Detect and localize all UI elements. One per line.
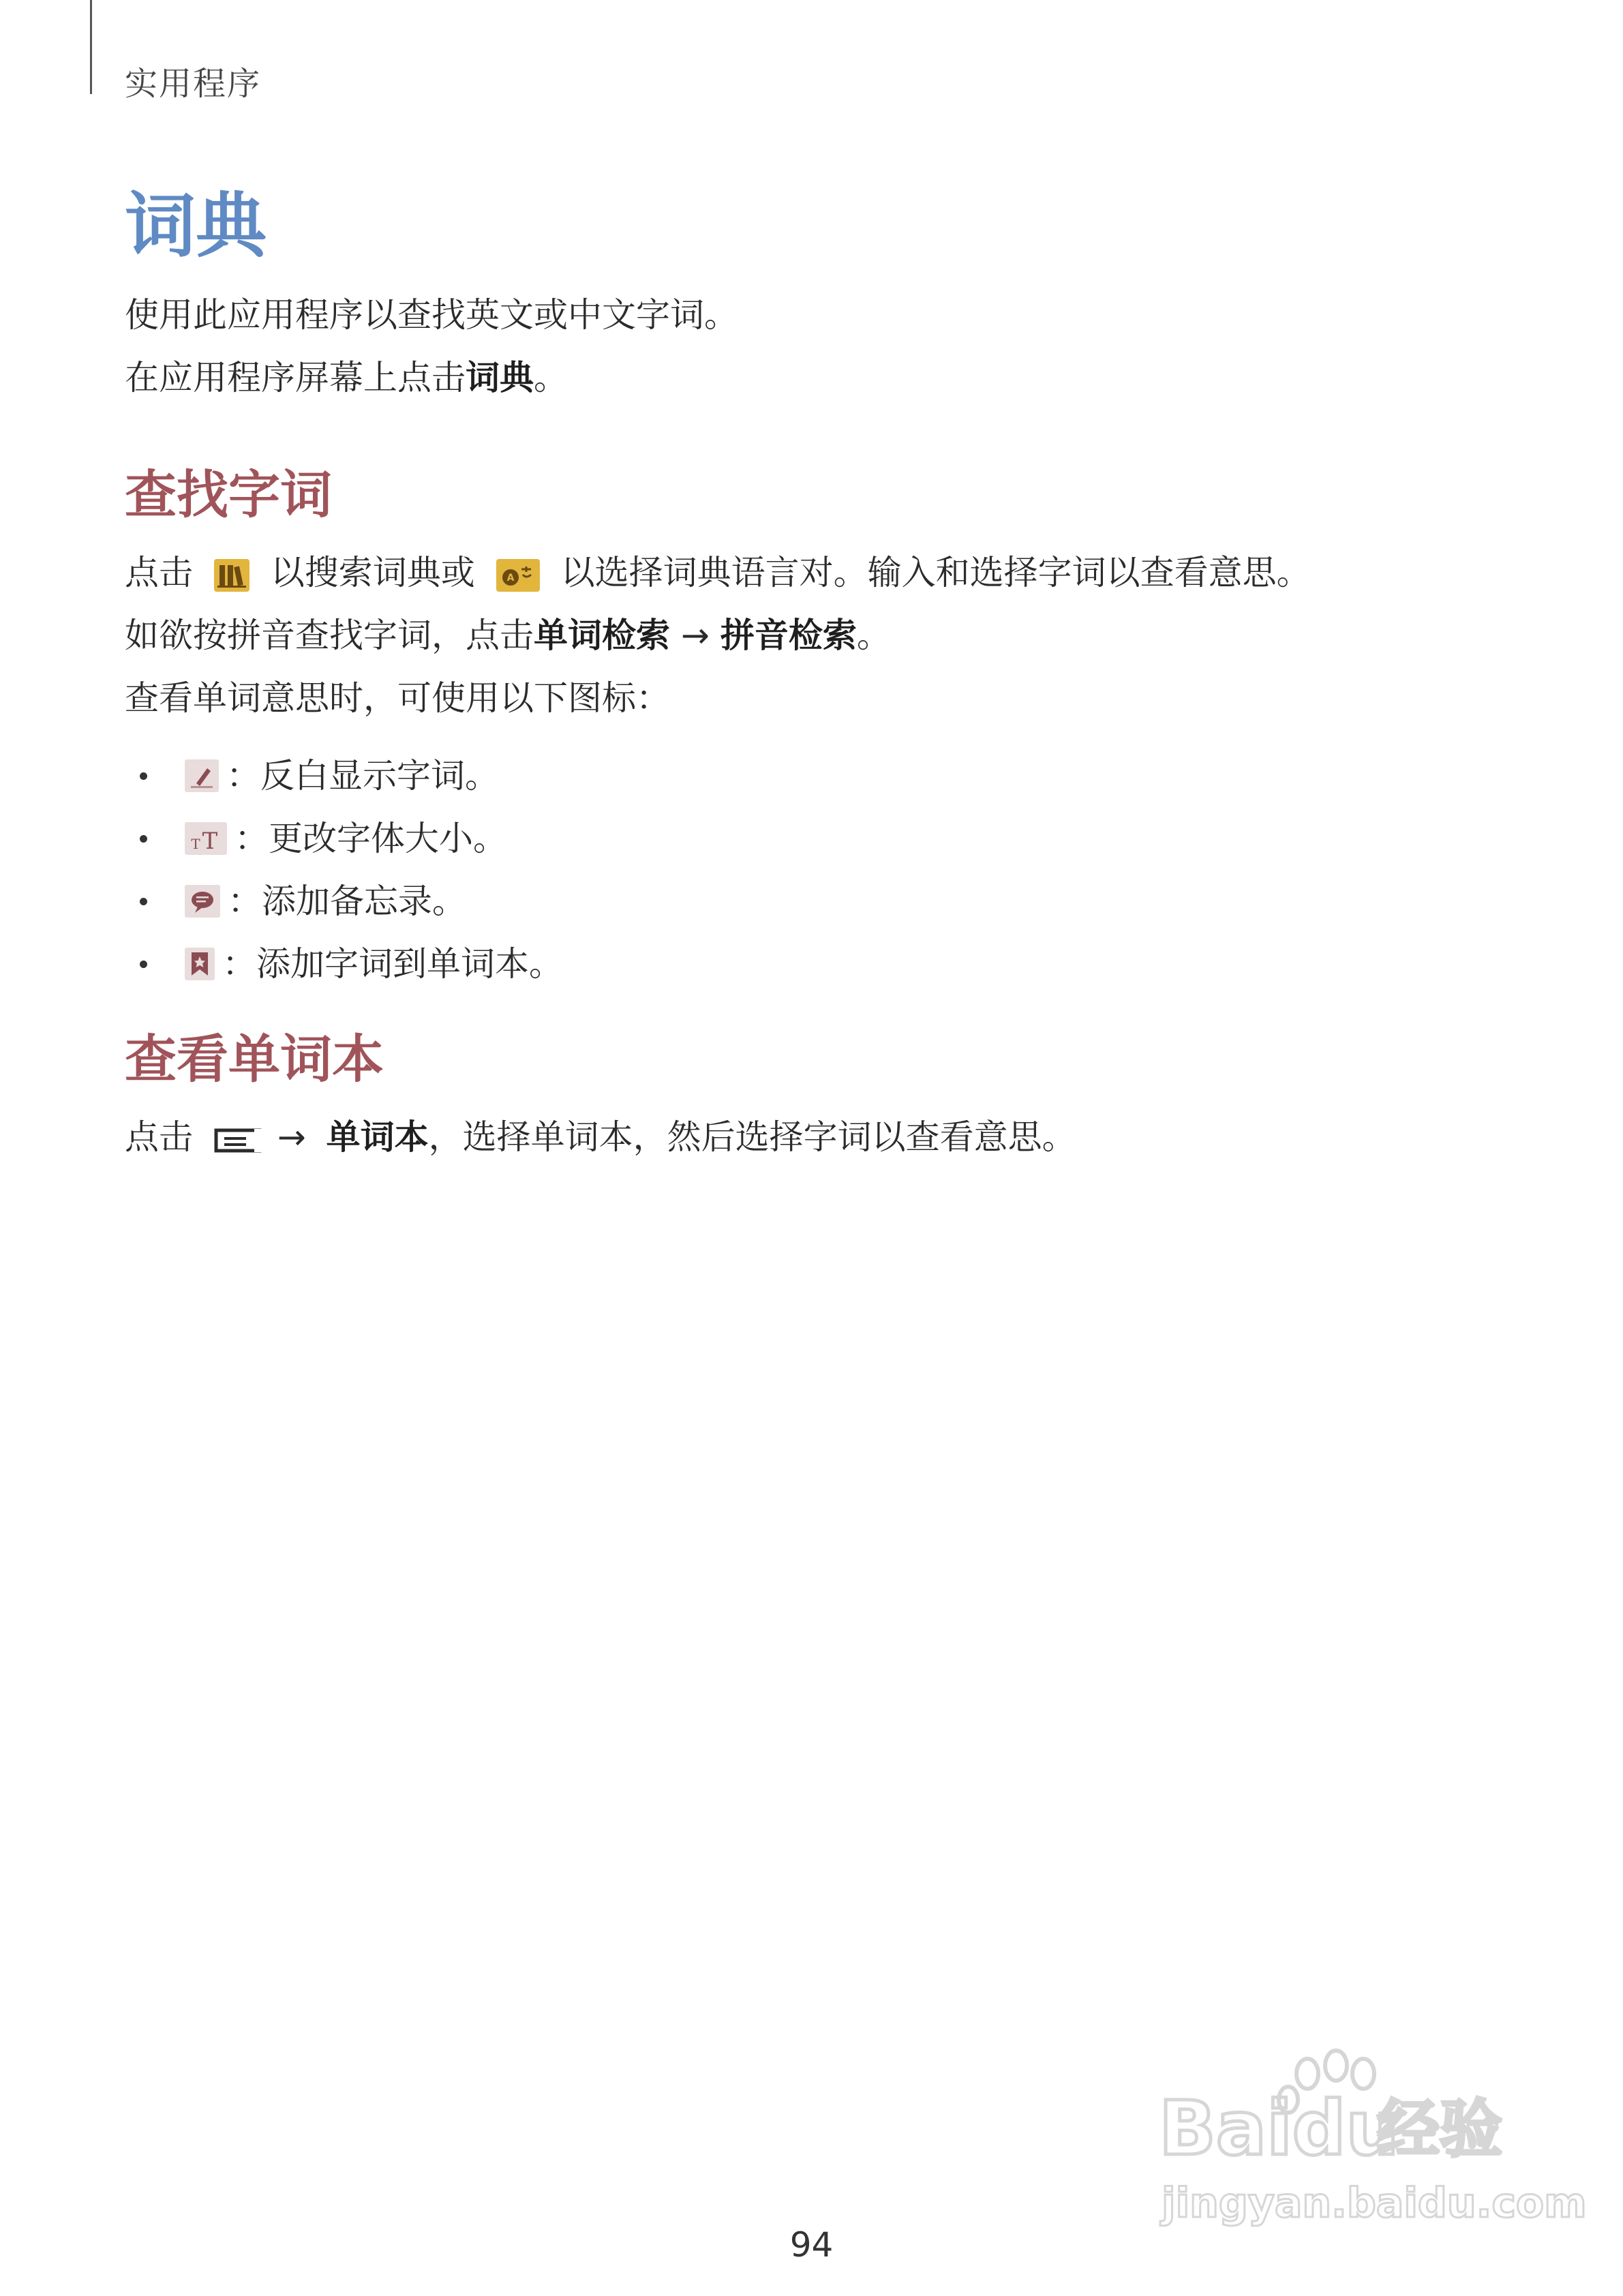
bullet-dot [140,898,147,905]
page-title: 词典 [125,184,267,267]
highlighter-icon [184,759,219,793]
bullet-dot [140,835,147,843]
bullet-dot [140,961,147,968]
section-heading-find-words: 查找字词 [125,464,332,525]
font-size-icon [184,821,228,856]
watermark-brand: Bai [1159,2085,1292,2172]
svg-text:T: T [202,828,218,855]
bullet-dot [140,772,147,780]
watermark-brand2: du [1292,2085,1399,2172]
list-item: ：反白显示字词。 [140,744,563,807]
memo-icon [184,884,221,918]
svg-text:Baidu [1159,2085,1399,2172]
svg-text:A: A [506,572,515,584]
header-rule [90,0,92,94]
list-item: T T ：更改字体大小。 [140,807,563,870]
dictionary-search-icon [213,558,250,592]
language-pair-icon [496,558,541,592]
page-number: 94 [789,2225,834,2265]
watermark-cn: 经验 [1377,2093,1503,2166]
wordbook-para: 点击 → 单词本，选择单词本，然后选择字词以查看意思。 [125,1117,1076,1157]
bookmark-add-icon [184,947,215,981]
baidu-jingyan-watermark [1152,2038,1587,2243]
list-item: ：添加字词到单词本。 [140,933,563,995]
running-header: 实用程序 [125,65,262,103]
menu-icon [213,1126,262,1153]
wordbook-menu-item: 单词本 [326,1117,429,1157]
find-para-1: 点击 以搜索词典或 A 以选择词典语言对。输入和选择字词以查看意思。 [125,553,1311,592]
watermark-url: jingyan.baidu.com [1162,2179,1587,2227]
word-search-menu: 单词检索 [534,616,670,655]
section-heading-wordbook: 查看单词本 [125,1029,384,1089]
list-item: ：添加备忘录。 [140,870,563,933]
icon-legend-list [140,744,563,995]
intro-line-1: 使用此应用程序以查找英文或中文字词。 [125,295,738,335]
svg-text:T: T [191,836,200,852]
find-para-3: 查看单词意思时，可使用以下图标： [125,678,670,718]
pinyin-search-option: 拼音检索 [720,616,857,655]
find-para-2: 如欲按拼音查找字词，点击单词检索 → 拼音检索。 [125,616,891,655]
intro-line-2: 在应用程序屏幕上点击词典。 [125,358,568,397]
app-name-dictionary: 词典 [466,358,534,397]
